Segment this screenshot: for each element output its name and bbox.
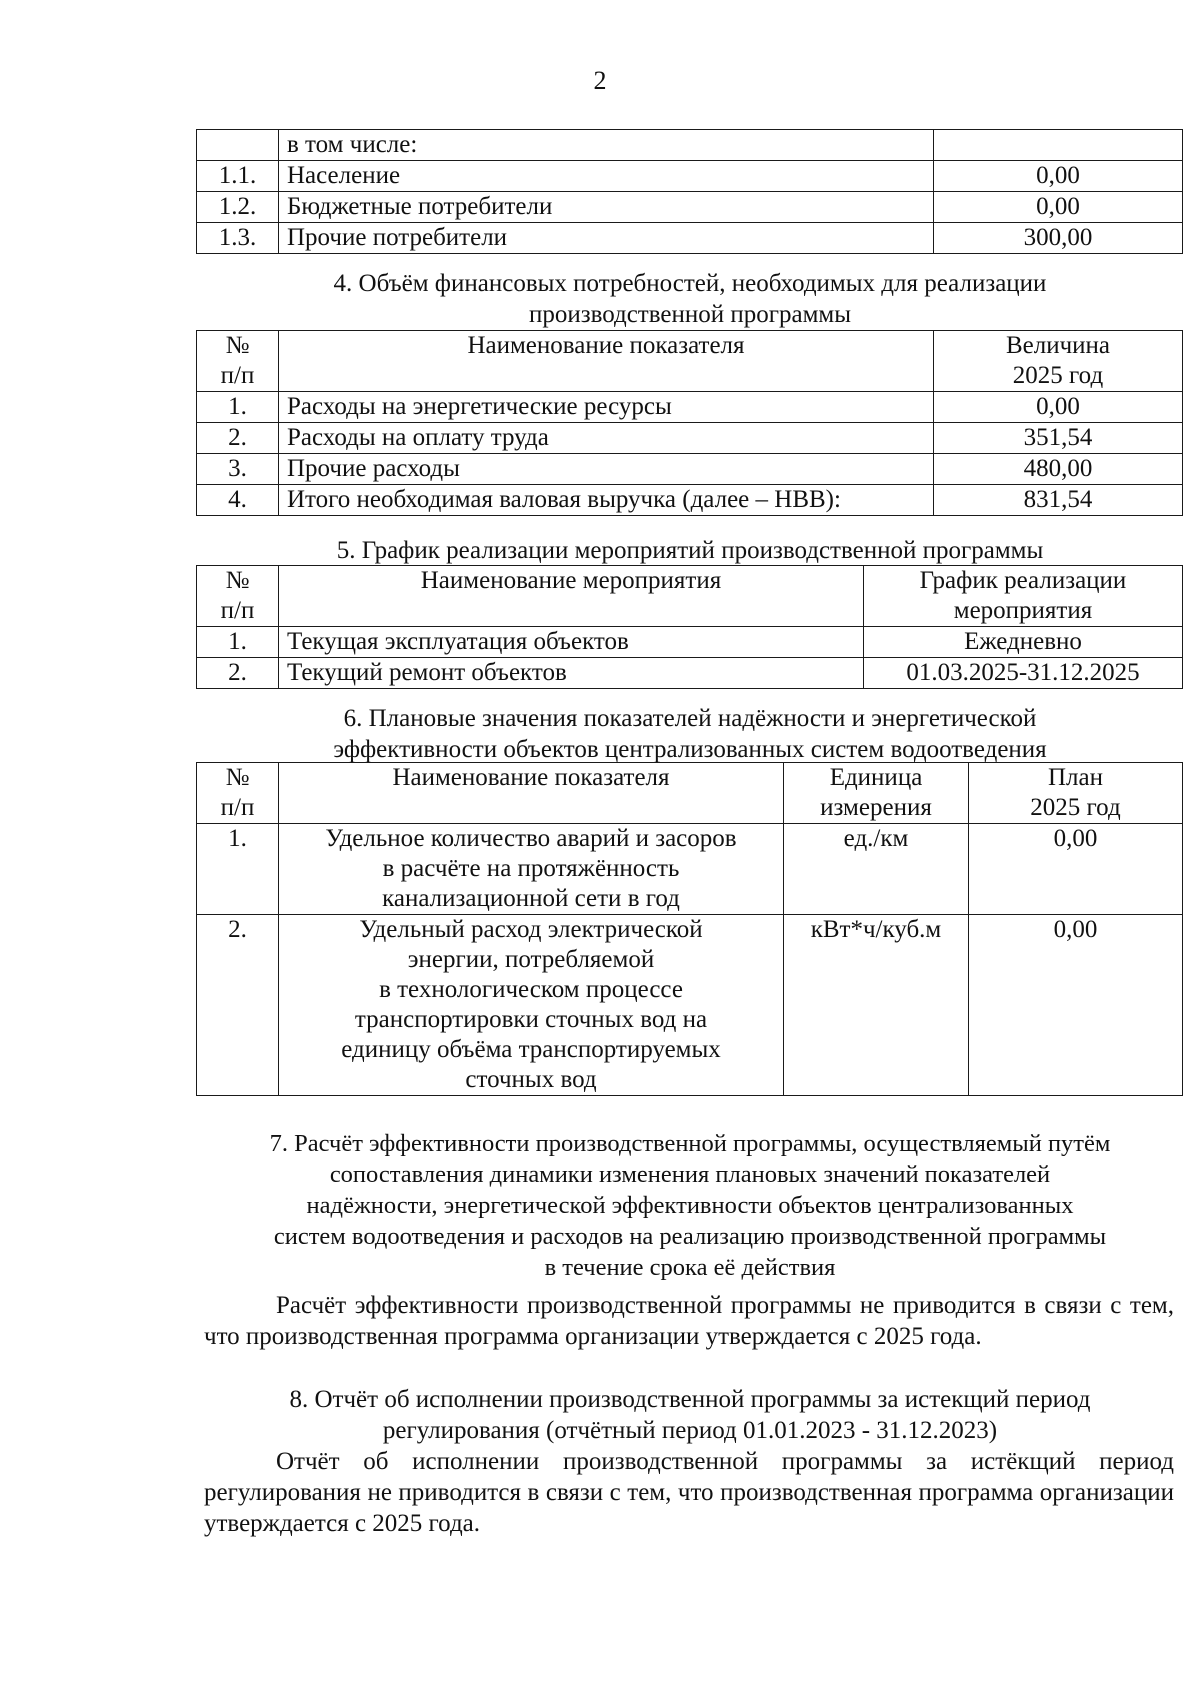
row-number: 1.2. — [197, 192, 279, 223]
consumers-table — [196, 129, 1183, 254]
indicator-name: Расходы на оплату труда — [279, 423, 934, 454]
indicator-unit: ед./км — [784, 824, 969, 915]
section-8-text: Отчёт об исполнении производственной программы за истёкщий период регулирования не приводится в связи с тем, что производственная программа организации утверждается с 2025 года. — [204, 1448, 1174, 1537]
schedule-table — [196, 565, 1183, 689]
row-number: 2. — [197, 915, 279, 1096]
indicator-plan: 0,00 — [969, 915, 1183, 1096]
indicator-name: Прочие потребители — [279, 223, 934, 254]
indicator-name: Итого необходимая валовая выручка (далее – НВВ): — [279, 485, 934, 516]
page-number: 2 — [593, 66, 607, 95]
header-unit: Единица измерения — [784, 763, 969, 824]
section-5-heading: 5. График реализации мероприятий производственной программы — [336, 537, 1044, 564]
table-header-row — [197, 331, 1183, 392]
indicator-name: Удельное количество аварий и засоров в расчёте на протяжённость канализационной сети в год — [279, 824, 784, 915]
section-4-heading: 4. Объём финансовых потребностей, необходимых для реализации производственной программы — [333, 270, 1047, 328]
table-row — [197, 130, 1183, 161]
row-number: 1. — [197, 627, 279, 658]
indicator-name: Прочие расходы — [279, 454, 934, 485]
header-plan: План 2025 год — [969, 763, 1183, 824]
indicator-name: Расходы на энергетические ресурсы — [279, 392, 934, 423]
activity-schedule: Ежедневно — [864, 627, 1183, 658]
table-row — [197, 423, 1183, 454]
activity-schedule: 01.03.2025-31.12.2025 — [864, 658, 1183, 689]
table-row — [197, 627, 1183, 658]
table-row — [197, 392, 1183, 423]
indicator-value: 0,00 — [934, 192, 1183, 223]
table-row — [197, 485, 1183, 516]
row-number: 1.1. — [197, 161, 279, 192]
section-7-heading: 7. Расчёт эффективности производственной программы, осуществляемый путём сопоставления динамики изменения плановых значений показателей надёжности, энергетической эффективности объектов централизованных систем водоотведения и расходов на реализацию производственной программы в течение срока её действия — [269, 1130, 1111, 1281]
header-name: Наименование мероприятия — [279, 566, 864, 627]
header-value: Величина 2025 год — [934, 331, 1183, 392]
reliability-table — [196, 762, 1183, 1096]
header-number: № п/п — [197, 763, 279, 824]
indicator-value — [934, 130, 1183, 161]
section-6-heading: 6. Плановые значения показателей надёжности и энергетической эффективности объектов централизованных систем водоотведения — [333, 705, 1047, 763]
indicator-plan: 0,00 — [969, 824, 1183, 915]
table-row — [197, 915, 1183, 1096]
table-row — [197, 658, 1183, 689]
header-number: № п/п — [197, 566, 279, 627]
row-number: 2. — [197, 658, 279, 689]
indicator-value: 300,00 — [934, 223, 1183, 254]
indicator-value: 0,00 — [934, 161, 1183, 192]
header-name: Наименование показателя — [279, 331, 934, 392]
indicator-name: в том числе: — [279, 130, 934, 161]
indicator-value: 480,00 — [934, 454, 1183, 485]
activity-name: Текущая эксплуатация объектов — [279, 627, 864, 658]
table-row — [197, 454, 1183, 485]
indicator-name: Удельный расход электрической энергии, потребляемой в технологическом процессе транспортировки сточных вод на единицу объёма транспортируемых сточных вод — [279, 915, 784, 1096]
table-header-row — [197, 763, 1183, 824]
row-number: 3. — [197, 454, 279, 485]
table-row — [197, 824, 1183, 915]
row-number: 1.3. — [197, 223, 279, 254]
row-number — [197, 130, 279, 161]
header-schedule: График реализации мероприятия — [864, 566, 1183, 627]
table-row — [197, 192, 1183, 223]
row-number: 4. — [197, 485, 279, 516]
section-7-text: Расчёт эффективности производственной программы не приводится в связи с тем, что производственная программа организации утверждается с 2025 года. — [204, 1292, 1174, 1350]
indicator-unit: кВт*ч/куб.м — [784, 915, 969, 1096]
indicator-value: 351,54 — [934, 423, 1183, 454]
table-row — [197, 223, 1183, 254]
indicator-name: Население — [279, 161, 934, 192]
table-row — [197, 161, 1183, 192]
financial-needs-table — [196, 330, 1183, 516]
indicator-name: Бюджетные потребители — [279, 192, 934, 223]
row-number: 1. — [197, 824, 279, 915]
indicator-value: 831,54 — [934, 485, 1183, 516]
indicator-value: 0,00 — [934, 392, 1183, 423]
section-8-heading: 8. Отчёт об исполнении производственной программы за истекщий период регулирования (отчётный период 01.01.2023 - 31.12.2023) — [289, 1386, 1091, 1444]
row-number: 1. — [197, 392, 279, 423]
row-number: 2. — [197, 423, 279, 454]
table-header-row — [197, 566, 1183, 627]
header-number: № п/п — [197, 331, 279, 392]
header-name: Наименование показателя — [279, 763, 784, 824]
activity-name: Текущий ремонт объектов — [279, 658, 864, 689]
